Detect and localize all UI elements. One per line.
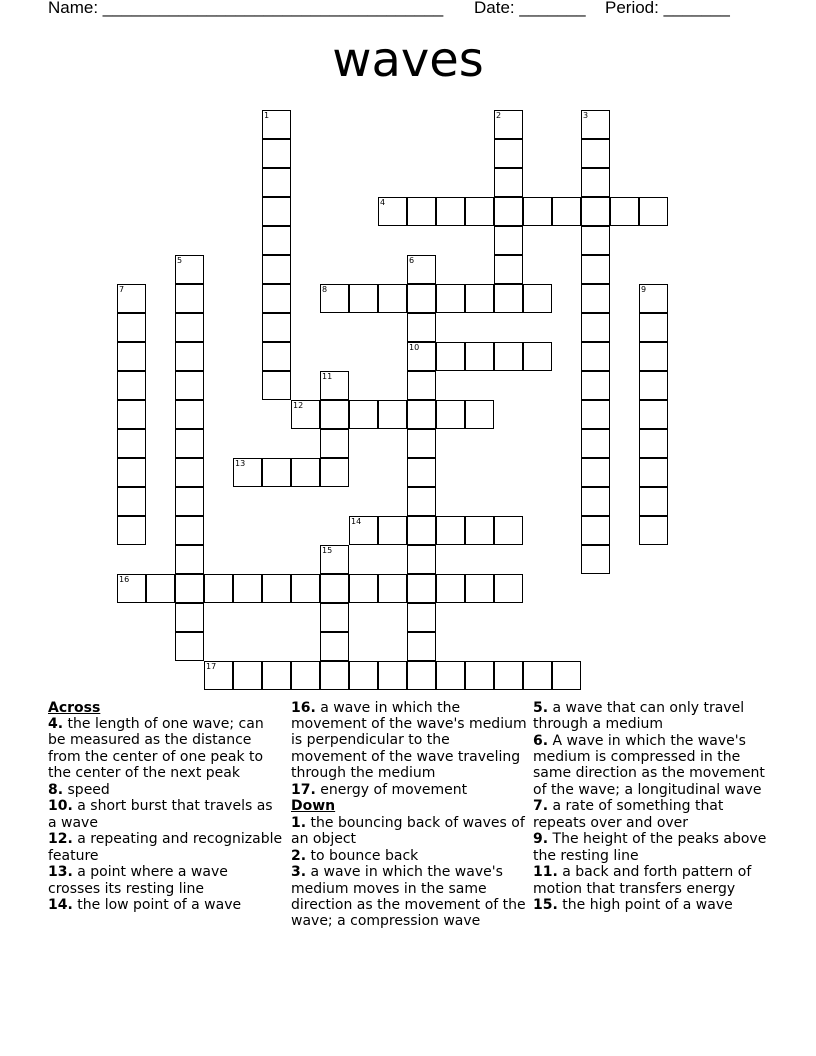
grid-cell[interactable] — [407, 371, 436, 400]
grid-cell[interactable] — [639, 313, 668, 342]
grid-cell[interactable] — [407, 574, 436, 603]
grid-cell[interactable] — [639, 516, 668, 545]
grid-cell[interactable] — [523, 284, 552, 313]
clue-across-16: 16. a wave in which the movement of the wave's medium is perpendicular to the movement of the wave traveling through the medium — [291, 700, 527, 781]
down-heading: Down — [291, 798, 336, 815]
grid-cell[interactable] — [320, 603, 349, 632]
grid-cell[interactable] — [175, 313, 204, 342]
clue-number-7: 7 — [119, 285, 125, 294]
clue-down-7: 7. a rate of something that repeats over and over — [533, 798, 724, 831]
clue-number-9: 9 — [641, 285, 647, 294]
grid-cell[interactable] — [610, 197, 639, 226]
grid-cell[interactable] — [581, 284, 610, 313]
clues-column-3 — [533, 700, 769, 914]
grid-cell[interactable] — [494, 168, 523, 197]
clue-number-12: 12 — [293, 401, 304, 410]
grid-cell[interactable] — [639, 197, 668, 226]
grid-cell[interactable] — [175, 429, 204, 458]
grid-cell[interactable] — [581, 313, 610, 342]
grid-cell[interactable] — [262, 574, 291, 603]
grid-cell[interactable] — [407, 313, 436, 342]
grid-cell[interactable] — [407, 429, 436, 458]
grid-cell[interactable] — [523, 342, 552, 371]
grid-cell[interactable] — [407, 545, 436, 574]
clue-across-10: 10. a short burst that travels as a wave — [48, 798, 273, 831]
across-heading: Across — [48, 700, 101, 716]
clues-column-1 — [48, 700, 284, 914]
grid-cell[interactable] — [436, 661, 465, 690]
grid-cell[interactable] — [465, 516, 494, 545]
grid-cell[interactable] — [581, 139, 610, 168]
grid-cell[interactable] — [262, 342, 291, 371]
grid-cell[interactable] — [291, 574, 320, 603]
clue-number-16: 16 — [119, 575, 130, 584]
grid-cell[interactable] — [494, 139, 523, 168]
grid-cell[interactable] — [233, 574, 262, 603]
grid-cell[interactable] — [407, 632, 436, 661]
clue-number-15: 15 — [322, 546, 333, 555]
grid-cell[interactable] — [494, 284, 523, 313]
grid-cell[interactable] — [581, 197, 610, 226]
grid-cell[interactable] — [175, 487, 204, 516]
clue-number-11: 11 — [322, 372, 333, 381]
grid-cell[interactable] — [639, 342, 668, 371]
grid-cell[interactable] — [436, 400, 465, 429]
grid-cell[interactable] — [320, 574, 349, 603]
grid-cell[interactable] — [117, 516, 146, 545]
grid-cell[interactable] — [581, 458, 610, 487]
grid-cell[interactable] — [262, 661, 291, 690]
grid-cell[interactable] — [175, 400, 204, 429]
grid-cell[interactable] — [407, 197, 436, 226]
grid-cell[interactable] — [436, 284, 465, 313]
clue-down-9: 9. The height of the peaks above the resting line — [533, 831, 767, 864]
grid-cell[interactable] — [175, 603, 204, 632]
grid-cell[interactable] — [581, 545, 610, 574]
grid-cell[interactable] — [320, 429, 349, 458]
clue-down-11: 11. a back and forth pattern of motion that transfers energy — [533, 864, 752, 897]
grid-cell[interactable] — [320, 632, 349, 661]
grid-cell[interactable] — [407, 400, 436, 429]
grid-cell[interactable] — [262, 458, 291, 487]
grid-cell[interactable] — [494, 661, 523, 690]
grid-cell[interactable] — [639, 429, 668, 458]
grid-cell[interactable] — [581, 516, 610, 545]
grid-cell[interactable] — [581, 255, 610, 284]
grid-cell[interactable] — [175, 574, 204, 603]
clue-down-6: 6. A wave in which the wave's medium is compressed in the same direction as the movement of the wave; a longitudinal wave — [533, 733, 765, 798]
grid-cell[interactable] — [117, 342, 146, 371]
grid-cell[interactable] — [175, 632, 204, 661]
clue-number-4: 4 — [380, 198, 386, 207]
grid-cell[interactable] — [639, 458, 668, 487]
grid-cell[interactable] — [465, 197, 494, 226]
grid-cell[interactable] — [175, 516, 204, 545]
grid-cell[interactable] — [581, 168, 610, 197]
clue-across-13: 13. a point where a wave crosses its resting line — [48, 864, 228, 897]
grid-cell[interactable] — [639, 400, 668, 429]
grid-cell[interactable] — [494, 342, 523, 371]
grid-cell[interactable] — [175, 458, 204, 487]
clues-column-2 — [291, 700, 527, 930]
clue-number-8: 8 — [322, 285, 328, 294]
grid-cell[interactable] — [320, 400, 349, 429]
clue-across-12: 12. a repeating and recognizable feature — [48, 831, 283, 864]
grid-cell[interactable] — [581, 429, 610, 458]
clue-number-6: 6 — [409, 256, 415, 265]
grid-cell[interactable] — [407, 284, 436, 313]
grid-cell[interactable] — [175, 342, 204, 371]
grid-cell[interactable] — [494, 226, 523, 255]
grid-cell[interactable] — [407, 661, 436, 690]
grid-cell[interactable] — [494, 197, 523, 226]
clue-down-15: 15. the high point of a wave — [533, 897, 733, 914]
grid-cell[interactable] — [465, 400, 494, 429]
grid-cell[interactable] — [262, 284, 291, 313]
grid-cell[interactable] — [146, 574, 175, 603]
grid-cell[interactable] — [117, 371, 146, 400]
grid-cell[interactable] — [436, 342, 465, 371]
grid-cell[interactable] — [175, 371, 204, 400]
clue-down-5: 5. a wave that can only travel through a medium — [533, 700, 745, 733]
grid-cell[interactable] — [175, 284, 204, 313]
clue-number-3: 3 — [583, 111, 589, 120]
grid-cell[interactable] — [407, 516, 436, 545]
grid-cell[interactable] — [523, 197, 552, 226]
clue-across-8: 8. speed — [48, 781, 110, 798]
grid-cell[interactable] — [378, 661, 407, 690]
grid-cell[interactable] — [262, 197, 291, 226]
grid-cell[interactable] — [465, 342, 494, 371]
grid-cell[interactable] — [407, 603, 436, 632]
grid-cell[interactable] — [465, 661, 494, 690]
grid-cell[interactable] — [581, 226, 610, 255]
grid-cell[interactable] — [291, 661, 320, 690]
period-field[interactable]: Period: _______ — [605, 0, 730, 17]
grid-cell[interactable] — [378, 284, 407, 313]
grid-cell[interactable] — [494, 574, 523, 603]
grid-cell[interactable] — [494, 255, 523, 284]
clue-across-14: 14. the low point of a wave — [48, 897, 242, 914]
grid-cell[interactable] — [639, 371, 668, 400]
clue-number-14: 14 — [351, 517, 362, 526]
grid-cell[interactable] — [552, 197, 581, 226]
grid-cell[interactable] — [581, 342, 610, 371]
clue-number-2: 2 — [496, 111, 502, 120]
grid-cell[interactable] — [639, 487, 668, 516]
page-title: waves — [332, 32, 484, 88]
grid-cell[interactable] — [262, 168, 291, 197]
grid-cell[interactable] — [233, 661, 262, 690]
clue-down-3: 3. a wave in which the wave's medium moves in the same direction as the movement of the wave; a compression wave — [291, 864, 526, 930]
grid-cell[interactable] — [117, 429, 146, 458]
grid-cell[interactable] — [378, 400, 407, 429]
grid-cell[interactable] — [262, 139, 291, 168]
grid-cell[interactable] — [378, 516, 407, 545]
date-field[interactable]: Date: _______ — [474, 0, 586, 17]
grid-cell[interactable] — [262, 313, 291, 342]
grid-cell[interactable] — [262, 255, 291, 284]
grid-cell[interactable] — [349, 400, 378, 429]
grid-cell[interactable] — [581, 371, 610, 400]
grid-cell[interactable] — [291, 458, 320, 487]
grid-cell[interactable] — [320, 458, 349, 487]
clue-number-17: 17 — [206, 662, 217, 671]
name-field[interactable]: Name: ____________________________________ — [48, 0, 444, 17]
clue-down-2: 2. to bounce back — [291, 847, 419, 864]
clue-across-17: 17. energy of movement — [291, 781, 468, 798]
clue-number-10: 10 — [409, 343, 420, 352]
grid-cell[interactable] — [349, 661, 378, 690]
clue-number-1: 1 — [264, 111, 270, 120]
grid-cell[interactable] — [349, 284, 378, 313]
grid-cell[interactable] — [320, 661, 349, 690]
clue-number-5: 5 — [177, 256, 183, 265]
clue-number-13: 13 — [235, 459, 246, 468]
grid-cell[interactable] — [581, 400, 610, 429]
grid-cell[interactable] — [204, 574, 233, 603]
grid-cell[interactable] — [175, 545, 204, 574]
grid-cell[interactable] — [117, 400, 146, 429]
grid-cell[interactable] — [436, 516, 465, 545]
grid-cell[interactable] — [581, 487, 610, 516]
grid-cell[interactable] — [117, 313, 146, 342]
grid-cell[interactable] — [465, 574, 494, 603]
grid-cell[interactable] — [262, 371, 291, 400]
grid-cell[interactable] — [494, 516, 523, 545]
grid-cell[interactable] — [523, 661, 552, 690]
clue-down-1: 1. the bouncing back of waves of an object — [291, 814, 525, 847]
grid-cell[interactable] — [436, 197, 465, 226]
grid-cell[interactable] — [552, 661, 581, 690]
grid-cell[interactable] — [407, 487, 436, 516]
grid-cell[interactable] — [349, 574, 378, 603]
clue-across-4: 4. the length of one wave; can be measured as the distance from the center of one peak to the center of the next peak — [48, 716, 264, 781]
grid-cell[interactable] — [465, 284, 494, 313]
grid-cell[interactable] — [262, 226, 291, 255]
grid-cell[interactable] — [407, 458, 436, 487]
grid-cell[interactable] — [378, 574, 407, 603]
grid-cell[interactable] — [117, 487, 146, 516]
grid-cell[interactable] — [436, 574, 465, 603]
grid-cell[interactable] — [117, 458, 146, 487]
